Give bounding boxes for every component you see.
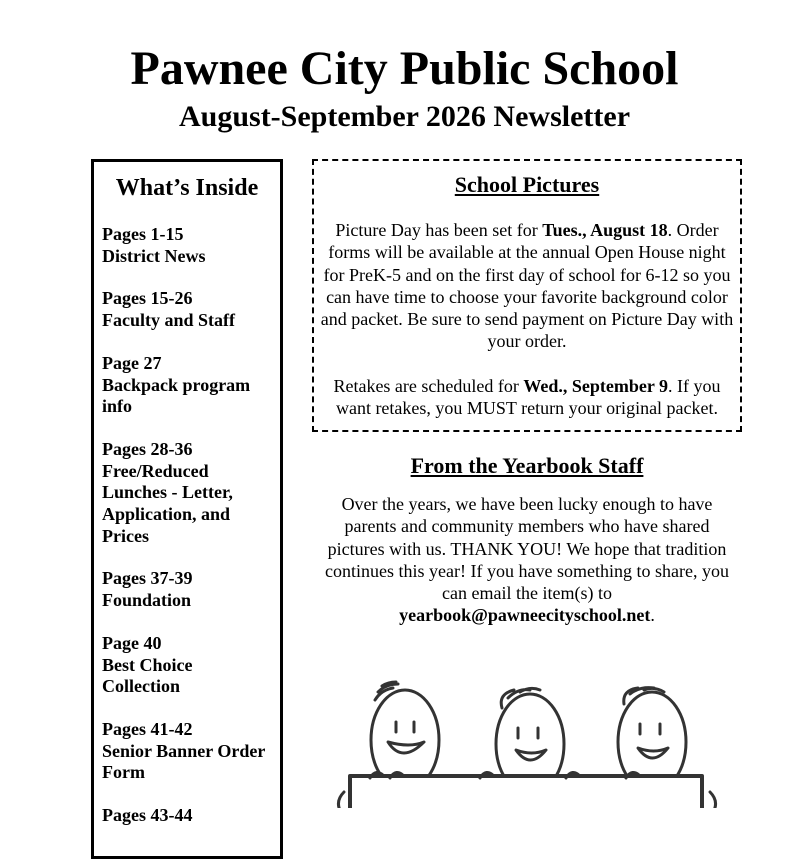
toc-item-pages: Pages 41-42 [102,718,193,739]
yearbook-section [312,453,742,627]
toc-item [102,353,272,418]
toc-item-pages: Pages 37-39 [102,568,193,589]
retakes-paragraph [314,375,740,420]
picture-day-paragraph [314,219,740,353]
toc-item [102,719,272,784]
toc-item-pages: Page 27 [102,352,162,373]
kids-holding-sign-illustration [330,672,730,808]
toc-item [102,633,272,698]
yearbook-title: From the Yearbook Staff [410,453,644,478]
toc-item-label: Senior Banner Order Form [102,740,266,783]
yearbook-paragraph [312,493,742,627]
toc-item-label: Foundation [102,590,192,611]
school-pictures-title: School Pictures [454,172,600,197]
picture-day-date: Tues., August 18 [542,220,668,240]
picture-day-text-rest: . Order forms will be available at the annual Open House night for PreK-5 and on the first day of school for 6-12 so you can have time to choose your favorite background color and packet. Be sure to send payment on Picture Day with your order. [320,220,734,352]
toc-item-pages: Pages 43-44 [102,805,193,826]
toc-item-label: Free/Reduced Lunches - Letter, Application, and Prices [102,460,233,546]
toc-list [102,224,272,827]
retakes-text: Retakes are scheduled for [333,375,524,396]
yearbook-text-end: . [650,605,655,626]
toc-item-pages: Pages 1-15 [102,224,184,244]
table-of-contents [91,159,283,859]
retakes-text-rest: . If you want retakes, you MUST return your original packet. [335,375,721,419]
yearbook-text: Over the years, we have been lucky enough to have parents and community members who have shared pictures with us. THANK YOU! We hope that tradition continues this year! If you have something to share, you can email the item(s) to [325,494,729,604]
newsletter-subtitle: August-September 2026 Newsletter [178,100,631,133]
toc-item-pages: Pages 15-26 [102,288,193,309]
toc-item-label: Faculty and Staff [102,310,236,331]
toc-item-label: Best Choice Collection [102,654,193,697]
toc-item-pages: Pages 28-36 [102,438,193,459]
toc-item [102,568,272,611]
toc-item-label: District News [102,245,206,266]
yearbook-email[interactable]: yearbook@pawneecityschool.net [399,605,651,626]
newsletter-title: Pawnee City Public School [130,42,679,95]
retakes-date: Wed., September 9 [523,375,669,396]
toc-item-pages: Page 40 [102,632,162,653]
toc-heading: What’s Inside [115,175,259,201]
toc-item [102,805,272,827]
toc-item-label: Backpack program info [102,374,251,417]
school-pictures-section [312,159,742,432]
toc-item [102,439,272,548]
picture-day-text: Picture Day has been set for [335,220,543,240]
toc-item [102,224,272,267]
blank-sign [338,772,715,808]
toc-item [102,288,272,331]
